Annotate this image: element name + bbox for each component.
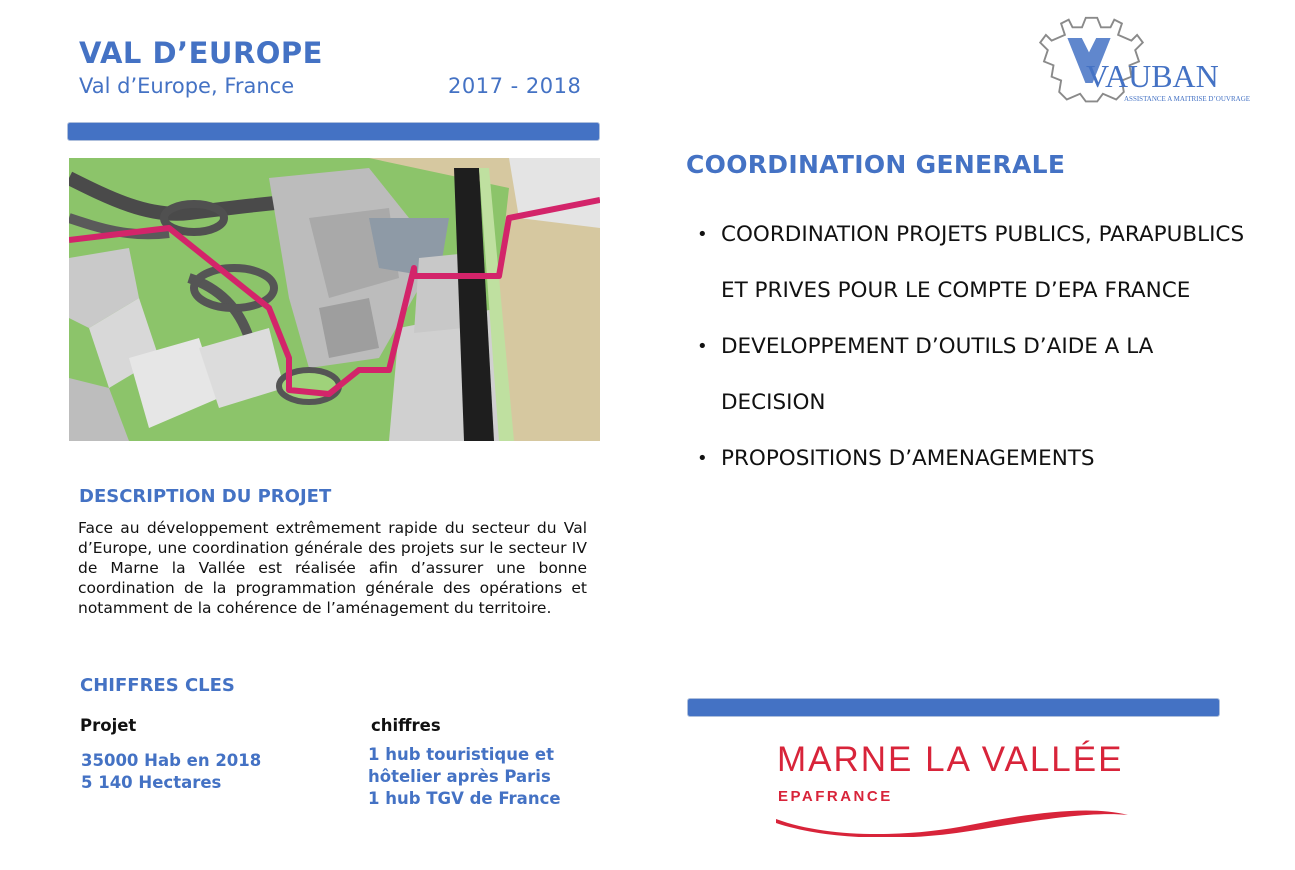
key-figures-col2-label: chiffres <box>371 716 441 735</box>
aerial-map-graphic <box>69 158 600 441</box>
figure-line: hôtelier après Paris <box>368 767 551 786</box>
swoosh-icon <box>770 797 1140 837</box>
marne-la-vallee-logo-text: MARNE LA VALLÉE <box>777 740 1124 779</box>
coordination-bullet-list <box>697 207 1257 487</box>
header-divider-bar <box>67 122 600 141</box>
project-location: Val d’Europe, France <box>79 74 295 98</box>
page-title: VAL D’EUROPE <box>79 36 323 70</box>
vauban-logo-text: VAUBAN <box>1086 58 1219 94</box>
key-figures-heading: CHIFFRES CLES <box>80 675 235 696</box>
key-figures-col2-values <box>368 744 561 810</box>
bullet-item: • DEVELOPPEMENT D’OUTILS D’AIDE A LA DECISION <box>697 319 1257 431</box>
project-years: 2017 - 2018 <box>448 74 582 98</box>
marne-la-vallee-logo <box>770 735 1140 840</box>
epafrance-logo-text: EPAFRANCE <box>778 788 893 805</box>
footer-divider-bar <box>687 698 1220 717</box>
coordination-heading: COORDINATION GENERALE <box>686 150 1066 179</box>
description-heading: DESCRIPTION DU PROJET <box>79 486 332 507</box>
figure-line: 35000 Hab en 2018 <box>81 751 262 770</box>
vauban-logo-tagline: ASSISTANCE A MAITRISE D’OUVRAGE <box>1124 95 1251 103</box>
figure-line: 1 hub TGV de France <box>368 789 561 808</box>
aerial-3d-image <box>69 158 600 441</box>
description-text: Face au développement extrêmement rapide du secteur du Val d’Europe, une coordination générale des projets sur le secteur IV de Marne la Vallée est réalisée afin d’assurer une bonne coordination de la programmation générale des opérations et notamment de la cohérence de l’aménagement du territoire. <box>78 519 587 617</box>
figure-line: 5 140 Hectares <box>81 773 222 792</box>
bullet-item: • COORDINATION PROJETS PUBLICS, PARAPUBLICS ET PRIVES POUR LE COMPTE D’EPA FRANCE <box>697 207 1257 319</box>
figure-line: 1 hub touristique et <box>368 745 554 764</box>
bullet-item: • PROPOSITIONS D’AMENAGEMENTS <box>697 431 1257 487</box>
key-figures-col1-label: Projet <box>80 716 137 735</box>
vauban-logo <box>1038 12 1278 112</box>
key-figures-col1-values <box>81 750 261 794</box>
